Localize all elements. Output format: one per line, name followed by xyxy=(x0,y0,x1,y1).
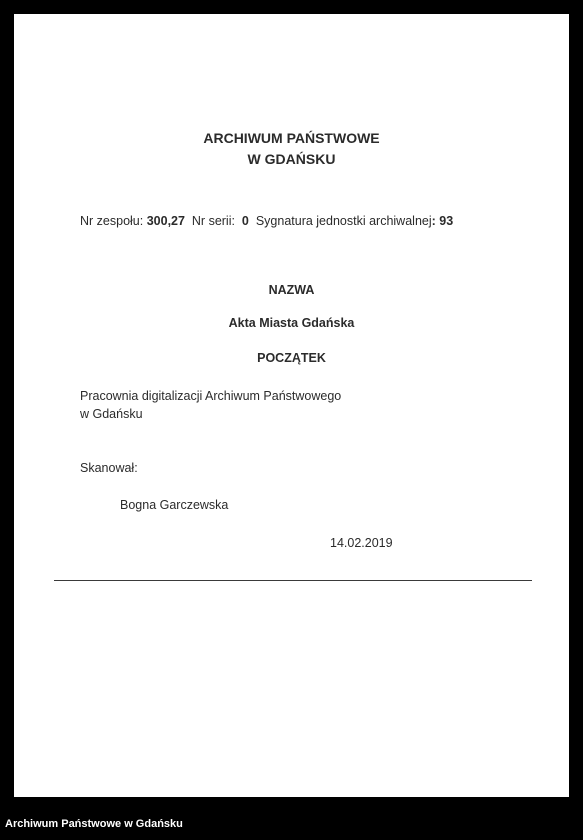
record-identifiers xyxy=(80,214,453,228)
zespol-label: Nr zespołu: xyxy=(80,214,144,228)
scan-date: 14.02.2019 xyxy=(330,536,393,550)
scanner-name: Bogna Garczewska xyxy=(120,498,229,512)
zespol-value: 300,27 xyxy=(146,214,185,228)
pracownia-line2: w Gdańsku xyxy=(80,407,143,421)
horizontal-rule xyxy=(54,580,532,581)
sygnatura-label: Sygnatura jednostki archiwalnej xyxy=(255,214,432,228)
archive-title-line2: W GDAŃSKU xyxy=(247,151,336,167)
seria-label: Nr serii: xyxy=(191,214,235,228)
sygnatura-value: 93 xyxy=(439,214,454,228)
source-caption: Archiwum Państwowe w Gdańsku xyxy=(5,818,183,830)
sygnatura-colon: : xyxy=(431,214,436,228)
document-page xyxy=(14,14,569,797)
archive-title-line1: ARCHIWUM PAŃSTWOWE xyxy=(203,130,380,146)
poczatek-label: POCZĄTEK xyxy=(257,351,326,365)
scanned-by-label: Skanował: xyxy=(80,461,138,475)
nazwa-label: NAZWA xyxy=(268,283,315,297)
nazwa-value: Akta Miasta Gdańska xyxy=(228,316,355,330)
pracownia-line1: Pracownia digitalizacji Archiwum Państwowego xyxy=(80,389,342,403)
seria-value: 0 xyxy=(241,214,249,228)
